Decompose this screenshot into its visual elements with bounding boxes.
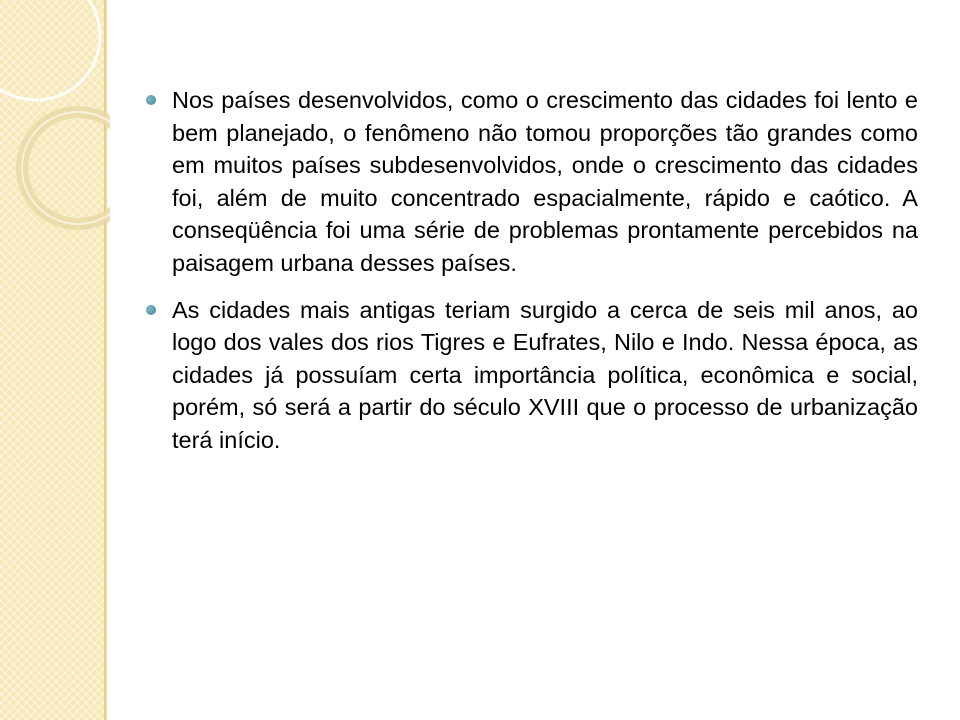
decorative-circles — [0, 0, 110, 260]
list-item — [146, 84, 918, 280]
decorative-ring-thick — [22, 112, 110, 224]
bullet-icon — [146, 95, 156, 105]
bullet-list — [146, 84, 918, 471]
bullet-text: Nos países desenvolvidos, como o crescimento das cidades foi lento e bem planejado, o fenômeno não tomou proporções tão grandes como em muitos países subdesenvolvidos, onde o crescimento das cidades foi, além de muito concentrado espacialmente, rápido e caótico. A conseqüência foi uma série de problemas prontamente percebidos na paisagem urbana desses países. — [172, 87, 918, 276]
list-item — [146, 294, 918, 457]
bullet-text: As cidades mais antigas teriam surgido a cerca de seis mil anos, ao logo dos vales dos rios Tigres e Eufrates, Nilo e Indo. Nessa época, as cidades já possuíam certa importância política, econômica e social, porém, só será a partir do século XVIII que o processo de urbanização terá início. — [172, 296, 918, 453]
bullet-icon — [146, 305, 156, 315]
decorative-ring-large — [0, 0, 100, 100]
